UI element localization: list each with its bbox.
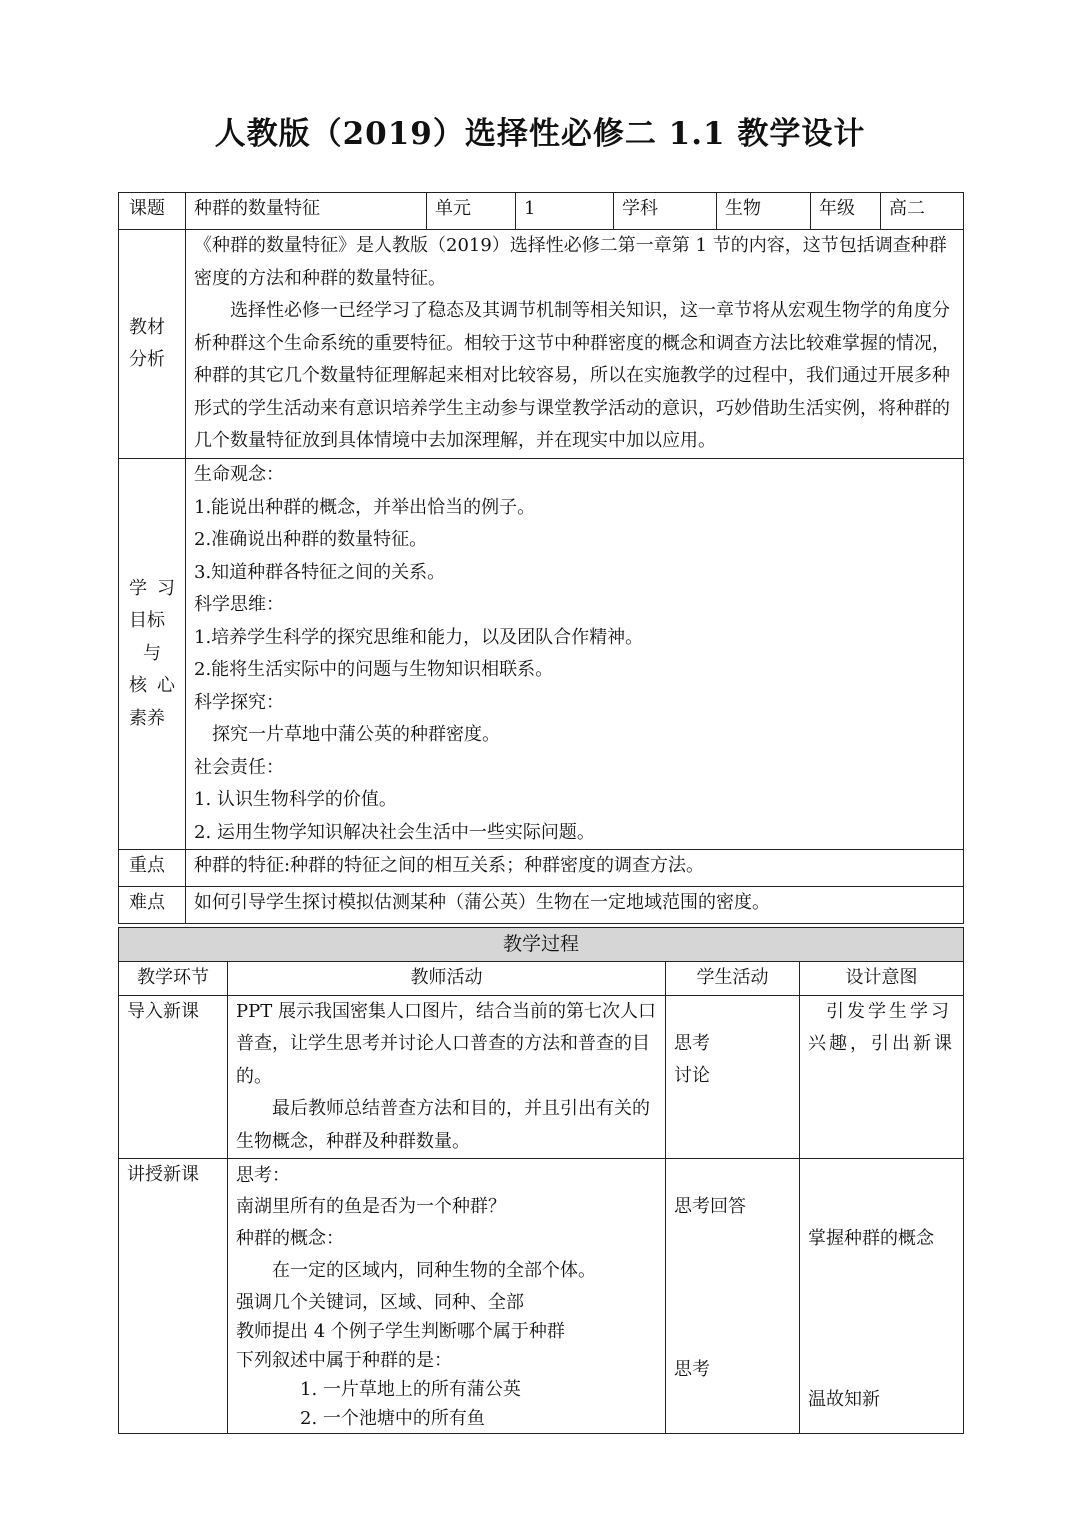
- topic-label: 课题: [119, 193, 186, 230]
- analysis-content: [186, 230, 964, 459]
- column-header: 学生活动: [666, 962, 800, 996]
- analysis-label-line: 教材: [129, 316, 165, 338]
- lecture-line: 教师提出 4 个例子学生判断哪个属于种群: [236, 1321, 565, 1342]
- analysis-row: [119, 230, 964, 459]
- grade-label: 年级: [811, 193, 881, 230]
- process-heading-row: [119, 928, 964, 962]
- objective-line: 探究一片草地中蒲公英的种群密度。: [212, 724, 500, 745]
- lecture-student-line: 思考: [674, 1358, 710, 1380]
- lecture-teacher: [228, 1159, 666, 1434]
- lecture-line: 种群的概念：: [236, 1228, 344, 1249]
- objectives-label-line: 与: [143, 642, 161, 664]
- objectives-label-line: 目标: [129, 610, 165, 632]
- lecture-line: 在一定的区域内，同种生物的全部个体。: [272, 1260, 596, 1281]
- intro-student-line: 思考: [674, 1032, 710, 1054]
- lecture-line: 南湖里所有的鱼是否为一个种群？: [236, 1196, 506, 1217]
- lecture-line: 2. 一个池塘中的所有鱼: [300, 1408, 485, 1429]
- analysis-label-line: 分析: [129, 349, 165, 370]
- objective-line: 3.知道种群各特征之间的关系。: [194, 561, 446, 583]
- header-row: [119, 193, 964, 230]
- intro-intent: 引发学生学习兴趣，引出新课: [800, 995, 964, 1159]
- column-header: 教师活动: [228, 962, 666, 996]
- objective-line: 社会责任：: [194, 756, 284, 778]
- intro-teacher-paragraph: PPT 展示我国密集人口图片，结合当前的第七次人口普查，让学生思考并讨论人口普查的方法和普查的目的。: [236, 1000, 656, 1087]
- lecture-line: 下列叙述中属于种群的是：: [236, 1350, 452, 1371]
- lecture-student: [666, 1159, 800, 1434]
- lecture-row: [119, 1159, 964, 1434]
- process-table: [118, 927, 964, 1434]
- objective-line: 1.能说出种群的概念，并举出恰当的例子。: [194, 496, 536, 518]
- lecture-intent-line: 温故知新: [808, 1388, 880, 1410]
- analysis-paragraph: 选择性必修一已经学习了稳态及其调节机制等相关知识，这一章节将从宏观生物学的角度分析种群这个生命系统的重要特征。相较于这节中种群密度的概念和调查方法比较难掌握的情况，种群的其它几个数量特征理解起来相对比较容易，所以在实施教学的过程中，我们通过开展多种形式的学生活动来有意识培养学生主动参与课堂教学活动的意识，巧妙借助生活实例，将种群的几个数量特征放到具体情境中去加深理解，并在现实中加以应用。: [194, 300, 950, 451]
- lecture-line: 强调几个关键词，区域、同种、全部: [236, 1292, 524, 1313]
- column-header: 教学环节: [119, 962, 228, 996]
- grade-value: 高二: [881, 193, 964, 230]
- objective-line: 2.能将生活实际中的问题与生物知识相联系。: [194, 659, 554, 680]
- unit-value: 1: [516, 193, 614, 230]
- objective-line: 1. 认识生物科学的价值。: [194, 789, 397, 810]
- lecture-intent-line: 掌握种群的概念: [808, 1228, 934, 1249]
- topic-value: 种群的数量特征: [186, 193, 427, 230]
- objectives-label-line: 素养: [129, 707, 165, 729]
- intro-teacher-paragraph: 最后教师总结普查方法和目的，并且引出有关的生物概念，种群及种群数量。: [236, 1098, 650, 1152]
- intro-student-line: 讨论: [674, 1065, 710, 1086]
- key-point-text: 种群的特征:种群的特征之间的相互关系；种群密度的调查方法。: [186, 850, 964, 887]
- intro-row: [119, 995, 964, 1159]
- objective-line: 生命观念：: [194, 464, 284, 485]
- objective-line: 2.准确说出种群的数量特征。: [194, 529, 428, 550]
- column-header: 设计意图: [800, 962, 964, 996]
- document-title: 人教版（2019）选择性必修二 1.1 教学设计: [214, 116, 866, 152]
- objectives-label-line: 学 习: [129, 577, 175, 599]
- objective-line: 1.培养学生科学的探究思维和能力，以及团队合作精神。: [194, 626, 644, 648]
- difficulty-text: 如何引导学生探讨模拟估测某种（蒲公英）生物在一定地域范围的密度。: [186, 887, 964, 924]
- objective-line: 科学探究：: [194, 691, 284, 713]
- objective-line: 科学思维：: [194, 594, 284, 615]
- objectives-row: [119, 459, 964, 850]
- process-columns-row: [119, 962, 964, 996]
- analysis-paragraph: 《种群的数量特征》是人教版（2019）选择性必修二第一章第 1 节的内容，这节包括调查种群密度的方法和种群的数量特征。: [194, 235, 947, 289]
- intro-teacher: [228, 995, 666, 1159]
- difficulty-row: [119, 887, 964, 924]
- key-point-row: [119, 850, 964, 887]
- overview-table: [118, 192, 964, 924]
- key-point-label: 重点: [119, 850, 186, 887]
- subject-value: 生物: [717, 193, 811, 230]
- intro-stage: 导入新课: [119, 995, 228, 1159]
- unit-label: 单元: [427, 193, 516, 230]
- lecture-line: 思考：: [236, 1165, 290, 1186]
- objective-line: 2. 运用生物学知识解决社会生活中一些实际问题。: [194, 821, 595, 843]
- lecture-intent: [800, 1159, 964, 1434]
- difficulty-label: 难点: [119, 887, 186, 924]
- subject-label: 学科: [614, 193, 717, 230]
- process-heading: 教学过程: [119, 928, 964, 962]
- intro-student: [666, 995, 800, 1159]
- objectives-label-line: 核 心: [129, 675, 175, 697]
- lecture-line: 1. 一片草地上的所有蒲公英: [300, 1379, 521, 1400]
- lecture-student-line: 思考回答: [674, 1196, 746, 1217]
- objectives-label: [119, 459, 186, 850]
- analysis-label: [119, 230, 186, 459]
- objectives-content: [186, 459, 964, 850]
- lecture-stage: 讲授新课: [119, 1159, 228, 1434]
